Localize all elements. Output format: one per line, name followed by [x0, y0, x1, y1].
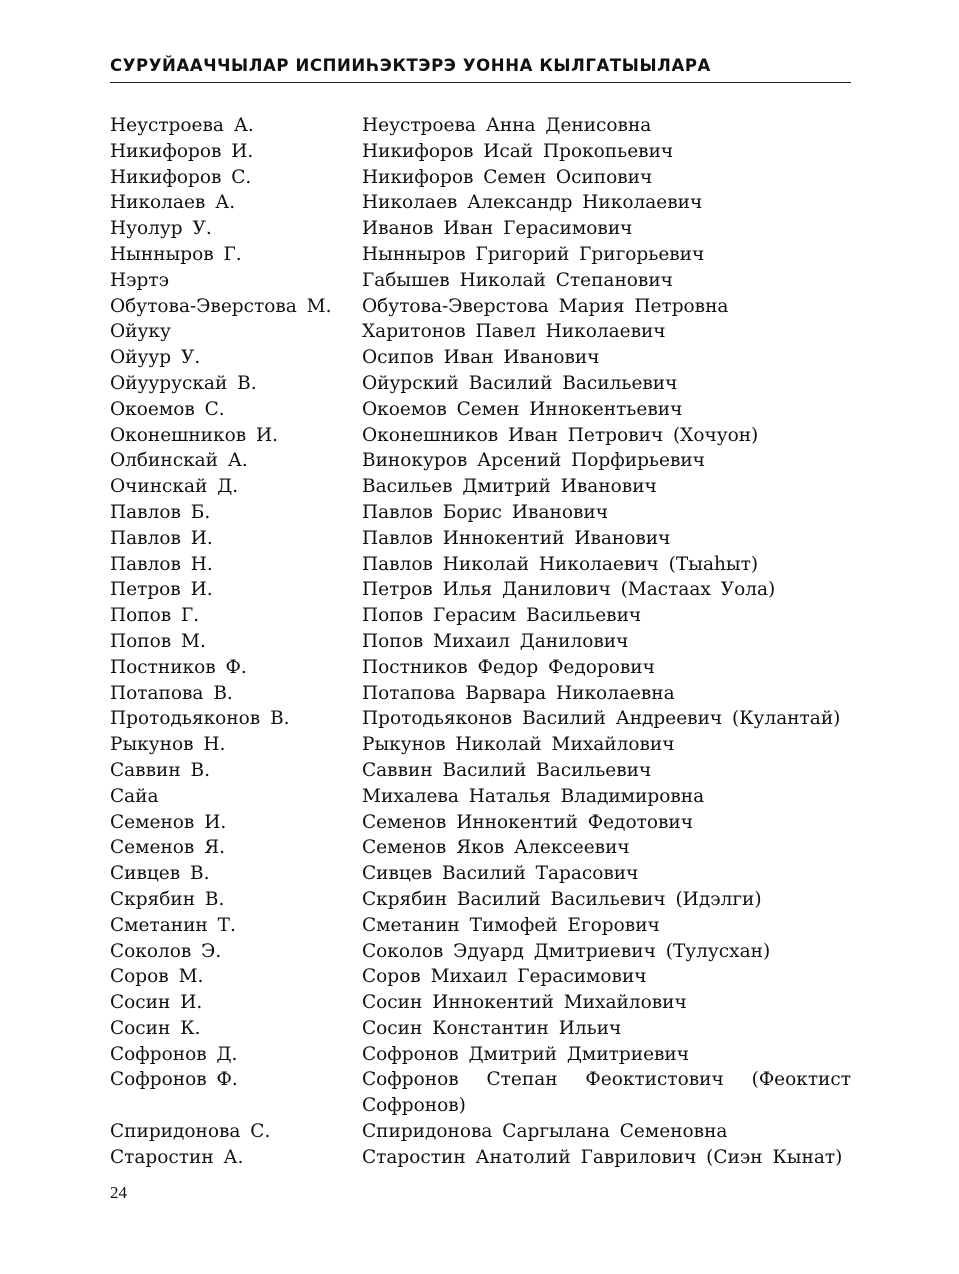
list-item: [110, 810, 851, 836]
list-item: [110, 758, 851, 784]
full-name: Сметанин Тимофей Егорович: [362, 914, 660, 936]
full-name: Васильев Дмитрий Иванович: [362, 476, 657, 498]
pseudonym: Неустроева А.: [110, 115, 254, 136]
pseudonym: Сосин И.: [110, 992, 203, 1014]
list-item: [110, 990, 851, 1016]
pseudonym: Ойуку: [110, 321, 171, 343]
list-item: [110, 784, 851, 810]
pseudonym: Никифоров И.: [110, 140, 254, 162]
list-item: [110, 655, 851, 681]
pseudonym: Софронов Д.: [110, 1043, 238, 1065]
list-item: [110, 371, 851, 397]
list-item: [110, 1067, 851, 1119]
pseudonym: Павлов Н.: [110, 553, 213, 575]
list-item: [110, 113, 851, 139]
pseudonym: Потапова В.: [110, 682, 233, 704]
full-name: Саввин Василий Васильевич: [362, 759, 652, 781]
full-name: Ойурский Василий Васильевич: [362, 372, 678, 394]
pseudonym: Ойуурускай В.: [110, 372, 257, 394]
pseudonym: Спиридонова С.: [110, 1121, 271, 1143]
pseudonym: Петров И.: [110, 579, 213, 601]
pseudonym: Сайа: [110, 785, 159, 807]
full-name: Оконешников Иван Петрович (Хочуон): [362, 424, 759, 446]
pseudonym: Никифоров С.: [110, 166, 252, 188]
full-name: Софронов Степан Феоктистович (Феоктист Софронов): [362, 1069, 851, 1117]
list-item: [110, 216, 851, 242]
full-name: Рыкунов Николай Михайлович: [362, 734, 675, 756]
full-name: Сивцев Василий Тарасович: [362, 863, 639, 885]
pseudonym: Семенов И.: [110, 811, 227, 833]
full-name: Никифоров Исай Прокопьевич: [362, 140, 674, 162]
header-title: СУРУЙААЧЧЫЛАР ИСПИИҺЭКТЭРЭ УОННА КЫЛГАТЫЫЛАРА: [110, 56, 711, 75]
list-item: [110, 552, 851, 578]
full-name: Николаев Александр Николаевич: [362, 192, 703, 214]
pseudonym: Оконешников И.: [110, 424, 279, 446]
list-item: [110, 1042, 851, 1068]
list-item: [110, 294, 851, 320]
full-name: Неустроева Анна Денисовна: [362, 115, 652, 136]
list-item: [110, 165, 851, 191]
full-name: Винокуров Арсений Порфирьевич: [362, 450, 705, 472]
full-name: Софронов Дмитрий Дмитриевич: [362, 1043, 689, 1065]
full-name: Иванов Иван Герасимович: [362, 218, 633, 240]
pseudonym-list: [110, 113, 851, 1171]
pseudonym: Протодьяконов В.: [110, 708, 290, 730]
full-name: Павлов Борис Иванович: [362, 501, 608, 523]
full-name: Старостин Анатолий Гаврилович (Сиэн Кынат): [362, 1146, 843, 1168]
list-item: [110, 526, 851, 552]
pseudonym: Нынныров Г.: [110, 243, 242, 265]
list-item: [110, 964, 851, 990]
list-item: [110, 474, 851, 500]
pseudonym: Софронов Ф.: [110, 1069, 238, 1091]
list-item: [110, 423, 851, 449]
list-item: [110, 190, 851, 216]
list-item: [110, 835, 851, 861]
full-name: Попов Герасим Васильевич: [362, 605, 642, 627]
pseudonym: Очинскай Д.: [110, 476, 239, 498]
pseudonym: Сивцев В.: [110, 863, 210, 885]
pseudonym: Скрябин В.: [110, 888, 225, 910]
full-name: Соров Михаил Герасимович: [362, 966, 647, 988]
pseudonym: Соколов Э.: [110, 940, 222, 962]
full-name: Павлов Иннокентий Иванович: [362, 527, 671, 549]
full-name: Спиридонова Саргылана Семеновна: [362, 1121, 728, 1143]
list-item: [110, 603, 851, 629]
full-name: Обутова-Эверстова Мария Петровна: [362, 295, 729, 317]
pseudonym: Окоемов С.: [110, 398, 225, 420]
pseudonym: Олбинскай А.: [110, 450, 248, 472]
list-item: [110, 629, 851, 655]
pseudonym: Попов М.: [110, 630, 206, 652]
list-item: [110, 681, 851, 707]
full-name: Осипов Иван Иванович: [362, 347, 600, 369]
list-item: [110, 577, 851, 603]
pseudonym: Семенов Я.: [110, 837, 226, 859]
list-item: [110, 319, 851, 345]
pseudonym: Ойуур У.: [110, 347, 201, 369]
full-name: Нынныров Григорий Григорьевич: [362, 243, 705, 265]
running-header: [110, 55, 851, 83]
pseudonym: Николаев А.: [110, 192, 236, 214]
full-name: Потапова Варвара Николаевна: [362, 682, 675, 704]
full-name: Сосин Константин Ильич: [362, 1017, 622, 1039]
full-name: Соколов Эдуард Дмитриевич (Тулусхан): [362, 940, 771, 962]
full-name: Павлов Николай Николаевич (Тыаһыт): [362, 553, 759, 575]
page-number: 24: [110, 1183, 127, 1202]
list-item: [110, 500, 851, 526]
pseudonym: Павлов Б.: [110, 501, 211, 523]
pseudonym: Павлов И.: [110, 527, 213, 549]
full-name: Постников Федор Федорович: [362, 656, 655, 678]
pseudonym: Постников Ф.: [110, 656, 247, 678]
pseudonym: Обутова-Эверстова М.: [110, 295, 332, 317]
pseudonym: Нуолур У.: [110, 218, 212, 240]
list-item: [110, 268, 851, 294]
full-name: Петров Илья Данилович (Мастаах Уола): [362, 579, 776, 601]
list-item: [110, 1119, 851, 1145]
list-item: [110, 861, 851, 887]
pseudonym: Попов Г.: [110, 605, 200, 627]
full-name: Окоемов Семен Иннокентьевич: [362, 398, 683, 420]
list-item: [110, 1016, 851, 1042]
full-name: Харитонов Павел Николаевич: [362, 321, 666, 343]
full-name: Попов Михаил Данилович: [362, 630, 629, 652]
pseudonym: Нэртэ: [110, 269, 169, 291]
pseudonym: Сосин К.: [110, 1017, 201, 1039]
list-item: [110, 706, 851, 732]
list-item: [110, 448, 851, 474]
list-item: [110, 139, 851, 165]
list-item: [110, 242, 851, 268]
full-name: Скрябин Василий Васильевич (Идэлги): [362, 888, 762, 910]
list-item: [110, 1145, 851, 1171]
full-name: Семенов Яков Алексеевич: [362, 837, 630, 859]
pseudonym: Рыкунов Н.: [110, 734, 226, 756]
list-item: [110, 913, 851, 939]
pseudonym: Старостин А.: [110, 1146, 244, 1168]
full-name: Семенов Иннокентий Федотович: [362, 811, 693, 833]
pseudonym: Сметанин Т.: [110, 914, 236, 936]
pseudonym: Соров М.: [110, 966, 204, 988]
list-item: [110, 887, 851, 913]
list-item: [110, 345, 851, 371]
full-name: Сосин Иннокентий Михайлович: [362, 992, 687, 1014]
list-item: [110, 939, 851, 965]
list-item: [110, 397, 851, 423]
full-name: Михалева Наталья Владимировна: [362, 785, 705, 807]
list-item: [110, 732, 851, 758]
pseudonym: Саввин В.: [110, 759, 211, 781]
full-name: Габышев Николай Степанович: [362, 269, 673, 291]
full-name: Протодьяконов Василий Андреевич (Кулантай): [362, 708, 841, 730]
full-name: Никифоров Семен Осипович: [362, 166, 653, 188]
